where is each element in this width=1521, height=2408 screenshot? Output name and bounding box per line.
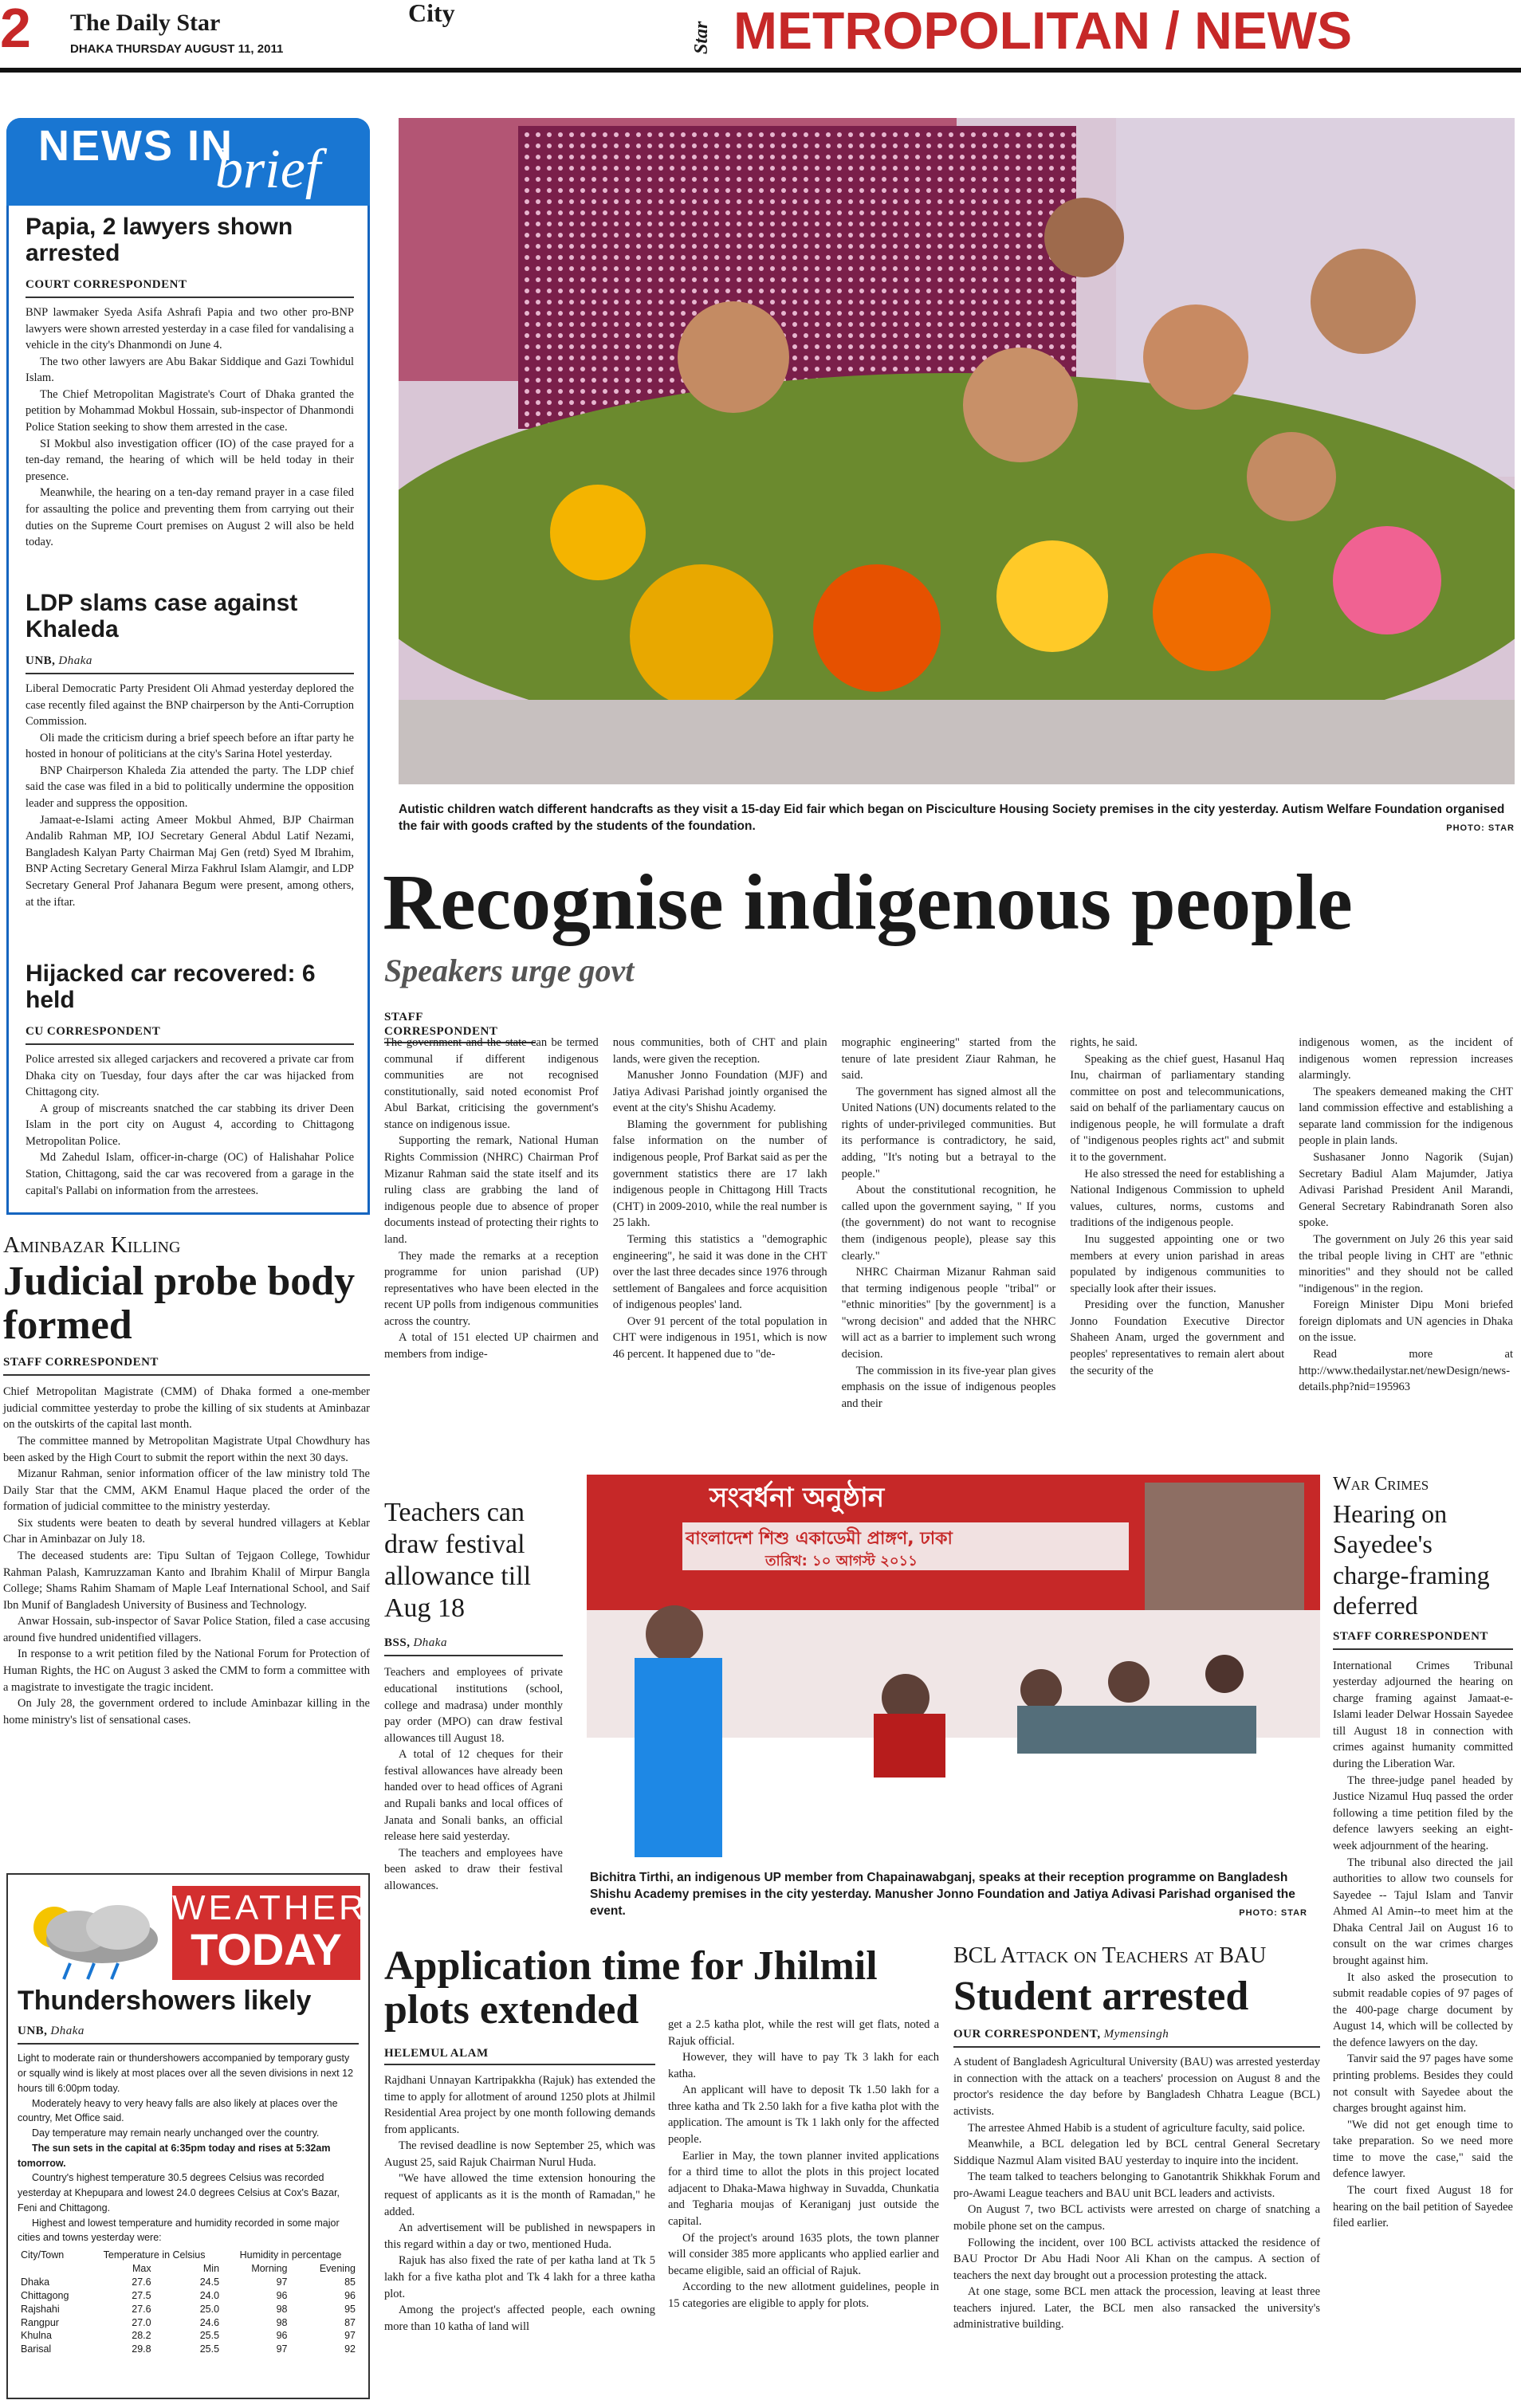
paragraph: The Chief Metropolitan Magistrate's Court of Dhaka granted the petition by Mohammad Mokbul Hossain, sub-inspector of Dhanmondi Police Station seeking to show them arrested in the case. xyxy=(26,387,354,434)
byline xyxy=(384,1636,563,1650)
paragraph: Of the project's around 1635 plots, the town planner will consider 385 more applicants who applied earlier and became eligible, said an official of Rajuk. xyxy=(668,2231,939,2277)
teachers-article xyxy=(384,1497,563,1895)
paragraph: Six students were beaten to death by several hundred villagers at Keblar Char in Aminbazar on July 18. xyxy=(3,1516,370,1546)
paragraph: On July 28, the government ordered to include Aminbazar killing in the home ministry's list of sensational cases. xyxy=(3,1697,370,1726)
table-row xyxy=(18,2289,359,2303)
paragraph: The court fixed August 18 for hearing on the bail petition of Sayedee filed earlier. xyxy=(1333,2184,1513,2230)
paragraph: Tanvir said the 97 pages have some printing problems. Besides they could not consult with Sayedee about the charges brought against him. xyxy=(1333,2052,1513,2115)
paragraph: The three-judge panel headed by Justice Nizamul Huq passed the order following a time petition filed by the defence lawyers seeking an eight-week adjournment of the hearing. xyxy=(1333,1774,1513,1852)
paragraph: At one stage, some BCL men attack the procession, leaving at least three teachers injured. Later, the BCL men also ransacked the university's administrative building. xyxy=(953,2285,1320,2331)
paragraph: Read more at http://www.thedailystar.net/newDesign/news-details.php?nid=195963 xyxy=(1299,1347,1513,1394)
table-cell: Rajshahi xyxy=(21,2303,60,2315)
paragraph: Jamaat-e-Islami acting Ameer Mokbul Ahmed, BJP Chairman Andalib Rahman MP, IOJ Secretary General Abdul Latif Nezami, Bangladesh Kalyan Party Chairman Maj Gen (retd) Syed M Ibrahim, BNP Acting Secretary General Mirza Fakhrul Islam Alamgir, and LDP Secretary General Prof Jahanara Begum were present, among others, at the iftar. xyxy=(26,813,354,909)
photo-credit: PHOTO: STAR xyxy=(1446,823,1515,833)
paragraph: In response to a writ petition filed by the National Forum for Protection of Human Rights, the HC on August 3 asked the CMM to form a committee with a magistrate to investigate the tragic incident. xyxy=(3,1648,370,1694)
brief-headline: LDP slams case against Khaleda xyxy=(26,590,298,642)
byline xyxy=(18,2024,359,2038)
paragraph: The commission in its five-year plan gives emphasis on the issue of indigenous peoples and their xyxy=(841,1364,1056,1410)
paragraph: Anwar Hossain, sub-inspector of Savar Police Station, filed a case accusing around five hundred unidentified villagers. xyxy=(3,1615,370,1644)
paragraph: Mizanur Rahman, senior information officer of the law ministry told The Daily Star that the CMM, AKM Enamul Haque placed the order of the formation of judicial committee to the ministry yesterday. xyxy=(3,1467,370,1514)
table-row xyxy=(18,2329,359,2343)
headline: Teachers can draw festival allowance till Aug 18 xyxy=(384,1498,532,1624)
table-cell: 96 xyxy=(344,2289,356,2301)
table-cell: 25.5 xyxy=(199,2343,220,2355)
byline-location: Dhaka xyxy=(413,1636,447,1650)
paragraph: According to the new allotment guidelines, people in 15 categories are eligible to apply for plots. xyxy=(668,2280,939,2310)
brief-headline: Papia, 2 lawyers shown arrested xyxy=(26,214,293,266)
paragraph: Chief Metropolitan Magistrate (CMM) of Dhaka formed a one-member judicial committee yesterday to probe the killing of six students at Aminbazar on the outskirts of the capital last month. xyxy=(3,1385,370,1432)
paragraph: Country's highest temperature 30.5 degrees Celsius was recorded yesterday at Khepupara and lowest 24.0 degrees Celsius at Cox's Bazar, Feni and Chittagong. xyxy=(18,2172,340,2214)
headline: Thundershowers likely xyxy=(18,1986,312,2016)
paragraph: Meanwhile, a BCL delegation led by BCL central General Secretary Siddique Nazmul Alam visited BAU yesterday to inquire into the incident. xyxy=(953,2138,1320,2167)
table-cell: 24.0 xyxy=(199,2289,220,2301)
paragraph: The speakers demeaned making the CHT land commission effective and establishing a separate land commission for the indigenous people in plain lands. xyxy=(1299,1085,1513,1148)
brief-headline: Hijacked car recovered: 6 held xyxy=(26,960,316,1013)
byline: COURT CORRESPONDENT xyxy=(26,278,187,291)
paragraph: A total of 12 cheques for their festival allowances have already been handed over to head offices of Agrani and Rupali banks and local offices of Janata and Sonali banks, an official release here said yesterday. xyxy=(384,1748,563,1844)
paragraph: Inu suggested appointing one or two members at every union parishad in areas populated by indigenous communities to specially look after their issues. xyxy=(1070,1232,1285,1295)
paper-logo: The Daily Star xyxy=(70,10,221,36)
divider xyxy=(26,297,354,298)
top-photo-caption: Autistic children watch different handcrafts as they visit a 15-day Eid fair which began on Pisciculture Housing Society premises in the city yesterday. Autism Welfare Foundation organised the fair with goods crafted by the students of the foundation. xyxy=(399,803,1505,833)
paragraph: Meanwhile, the hearing on a ten-day remand prayer in a case filed for assaulting the police and preventing them from carrying out their duties on the Supreme Court premises on August 2 will also be held today. xyxy=(26,486,354,549)
byline xyxy=(26,654,354,668)
paragraph: Liberal Democratic Party President Oli Ahmad yesterday deplored the case recently filed against the BNP chairperson by the Anti-Corruption Commission. xyxy=(26,682,354,729)
paragraph: However, they will have to pay Tk 3 lakh for each katha. xyxy=(668,2051,939,2080)
paragraph: Foreign Minister Dipu Moni briefed foreign diplomats and UN agencies in Dhaka on the issue. xyxy=(1299,1298,1513,1345)
paragraph: BNP lawmaker Syeda Asifa Ashrafi Papia and two other pro-BNP lawyers were shown arrested yesterday in a case filed for vandalising a vehicle in the city's Dhanmondi on June 4. xyxy=(26,306,354,352)
table-cell: Rangpur xyxy=(21,2316,59,2328)
byline: HELEMUL ALAM xyxy=(384,2047,489,2060)
divider xyxy=(18,2043,359,2045)
byline-text: STAFF CORRESPONDENT xyxy=(384,1011,498,1038)
table-cell: 25.0 xyxy=(199,2303,220,2315)
indigenous-column-2 xyxy=(613,1035,827,1489)
paragraph: It also asked the prosecution to submit readable copies of 97 pages of the 400-page charge document by August 14, which will be collected by the defence lawyers on the day. xyxy=(1333,1970,1513,2049)
banner-bangla-date: তারিখ: ১০ আগস্ট ২০১১ xyxy=(765,1553,918,1569)
table-row xyxy=(18,2343,359,2356)
paragraph: The teachers and employees have been asked to draw their festival allowances. xyxy=(384,1846,563,1892)
divider xyxy=(953,2046,1320,2048)
article-body xyxy=(3,1384,370,1728)
col-temp-header: Temperature in Celsius xyxy=(103,2249,206,2261)
table-cell: 97 xyxy=(344,2330,356,2342)
headline: Hearing on Sayedee's charge-framing deferred xyxy=(1333,1499,1490,1620)
col-city-header: City/Town xyxy=(21,2249,65,2261)
sayedee-article xyxy=(1333,1475,1513,2232)
byline-agency: OUR CORRESPONDENT, xyxy=(953,2028,1101,2041)
brief-header-brief: brief xyxy=(215,139,321,200)
jhilmil-col-1 xyxy=(384,2072,655,2335)
byline: STAFF CORRESPONDENT xyxy=(3,1356,159,1369)
table-cell: 92 xyxy=(344,2343,356,2355)
weather-body xyxy=(18,2051,359,2245)
subheader-min: Min xyxy=(202,2263,220,2275)
section-title: METROPOLITAN / NEWS xyxy=(733,1,1353,60)
paragraph: "We have allowed the time extension honouring the request of applicants as it is the month of Ramadan," he added. xyxy=(384,2172,655,2218)
table-cell: 98 xyxy=(276,2303,288,2315)
table-cell: 97 xyxy=(276,2276,288,2288)
paragraph: Following the incident, over 100 BCL activists attacked the residence of BAU Proctor Dr Abu Hadi Noor Ali Khan on the campus. A section of teachers the next day brought out a procession protesting the attack. xyxy=(953,2236,1320,2282)
byline-location: Dhaka xyxy=(50,2025,84,2038)
date-line: DHAKA THURSDAY AUGUST 11, 2011 xyxy=(70,42,284,56)
headline: Judicial probe body formed xyxy=(3,1259,356,1348)
paragraph: Light to moderate rain or thundershowers accompanied by temporary gusty or squally wind is likely at most places over all the seven divisions in next 12 hours till 6:00pm today. xyxy=(18,2052,354,2094)
paragraph: Police arrested six alleged carjackers and recovered a private car from Dhaka city on Tuesday, four days after the car was hijacked from Chittagong city. xyxy=(26,1053,354,1099)
paragraph: SI Mokbul also investigation officer (IO) of the case prayed for a ten-day remand, the hearing of which will be held today in their presence. xyxy=(26,437,354,483)
table-cell: Dhaka xyxy=(21,2276,50,2288)
divider xyxy=(384,2064,655,2065)
banner-bangla-venue: বাংলাদেশ শিশু একাডেমী প্রাঙ্গণ, ঢাকা xyxy=(686,1529,953,1549)
subheader-evening: Evening xyxy=(319,2263,356,2275)
brief-item-3 xyxy=(26,960,354,1199)
paragraph: The committee manned by Metropolitan Magistrate Utpal Chowdhury has been asked by the High Court to submit the report within the next 30 days. xyxy=(3,1434,370,1464)
article-body xyxy=(384,1664,563,1894)
byline-agency: UNB, xyxy=(18,2025,48,2038)
paragraph: Supporting the remark, National Human Rights Commission (NHRC) Chairman Prof Mizanur Rahman said the state itself and its ruling class are grabbing the land of indigenous people due to absence of proper documents instead of protecting their rights to land. xyxy=(384,1134,599,1246)
paragraph: Rajuk has also fixed the rate of per katha land at Tk 5 lakh for a five katha plot and Tk 4 lakh for a three katha plot. xyxy=(384,2254,655,2300)
paragraph: Terming this statistics a "demographic engineering", he said it was done in the CHT over the last three decades since 1976 through settlement of Bangalees and force acquisition of indigenous peoples' land. xyxy=(612,1232,827,1312)
paragraph: The government on July 26 this year said the tribal people living in CHT are "ethnic minorities" and they should not be called "indigenous" in the region. xyxy=(1299,1232,1513,1295)
table-cell: 96 xyxy=(276,2330,288,2342)
paragraph: Sushasaner Jonno Nagorik (Sujan) Secretary Badiul Alam Majumder, Jatiya Adivasi Parishad President Anil Marandi, General Secretary Rabindranath Soren also spoke. xyxy=(1299,1151,1513,1230)
weather-table xyxy=(18,2249,359,2356)
kicker: BCL Attack on Teachers at BAU xyxy=(953,1943,1267,1968)
paragraph: An applicant will have to deposit Tk 1.50 lakh for a three katha and Tk 2.50 lakh for a five katha plot with the application. The amount is Tk 1 lakh only for the affected people. xyxy=(668,2084,939,2147)
kicker: Aminbazar Killing xyxy=(3,1232,181,1258)
divider xyxy=(384,1655,563,1656)
weather-banner-bottom: TODAY xyxy=(191,1924,342,1974)
article-body xyxy=(1333,1658,1513,2232)
photo-credit: PHOTO: STAR xyxy=(1239,1908,1307,1918)
col-humidity-header: Humidity in percentage xyxy=(239,2249,342,2261)
jhilmil-col-2 xyxy=(668,2017,939,2312)
weather-banner-top: WEATHER xyxy=(172,1888,367,1927)
table-cell: 27.0 xyxy=(132,2316,151,2328)
indigenous-column-4 xyxy=(1070,1035,1284,1489)
paragraph: mographic engineering" started from the tenure of late president Ziaur Rahman, he said. xyxy=(841,1036,1056,1082)
banner-bangla-title: সংবর্ধনা অনুষ্ঠান xyxy=(709,1482,885,1514)
subheader-max: Max xyxy=(132,2263,151,2275)
divider xyxy=(26,1043,354,1045)
paragraph: A group of miscreants snatched the car stabbing its driver Deen Islam in the port city on August 4, according to Chittagong Metropolitan Police. xyxy=(26,1102,354,1148)
byline-location: Mymensingh xyxy=(1103,2028,1169,2041)
paragraph: "We did not get enough time to take preparation. So we need more time to move the case," said the defence lawyer. xyxy=(1333,2118,1513,2181)
bcl-article xyxy=(953,1945,1320,2333)
main-headline: Recognise indigenous people xyxy=(383,858,1353,946)
paragraph: A student of Bangladesh Agricultural University (BAU) was arrested yesterday in connection with the attack on a teachers' procession on August 8 and the proctor's residence the day before by Bangladesh Chhatra League (BCL) activists. xyxy=(953,2056,1320,2118)
table-cell: 27.5 xyxy=(132,2289,151,2301)
paragraph: Moderately heavy to very heavy falls are also likely at places over the country, Met Office said. xyxy=(18,2097,338,2124)
paragraph: They made the remarks at a reception programme for union parishad (UP) representatives who have been elected in the recent UP polls from indigenous communities across the country. xyxy=(384,1249,599,1328)
byline: STAFF CORRESPONDENT xyxy=(1333,1629,1488,1643)
table-cell: 27.6 xyxy=(132,2303,151,2315)
indigenous-column-5 xyxy=(1299,1035,1513,1489)
paragraph: Speaking as the chief guest, Hasanul Haq Inu, chairman of parliamentary standing committee on post and telecommunications, said on behalf of the parliamentary caucus on indigenous people, he will formulate a draft of "indigenous peoples rights act" and submit it to the government. xyxy=(1070,1052,1285,1165)
article-body xyxy=(26,304,354,551)
paragraph: The government and the state can be termed communal if different indigenous communities are not recognised constitutionally, said noted economist Prof Abul Barkat, criticising the government's stance on indigenous issue. xyxy=(384,1036,599,1131)
divider xyxy=(26,673,354,674)
paragraph: The team talked to teachers belonging to Ganotantrik Shikkhak Forum and pro-Awami League teachers and BAU unit BCL leaders and activists. xyxy=(953,2170,1320,2200)
paragraph: Over 91 percent of the total population in CHT were indigenous in 1951, which is now 46 percent. It happened due to "de- xyxy=(612,1314,827,1361)
paragraph: About the constitutional recognition, he called upon the government saying, " If you (the government) do not want to recognise them (indigenous people), please say this clearly." xyxy=(841,1184,1056,1263)
paragraph: The deceased students are: Tipu Sultan of Tejgaon College, Towhidur Rahman Palash, Kamruzzaman Kanto and Ibrahim Khalil of Mirpur Bangla College; Shams Rahim Shamam of Maple Leaf International School, and Saif Ibn Munif of Bangladesh University of Business and Technology. xyxy=(3,1549,370,1612)
indigenous-column-1 xyxy=(384,1035,599,1489)
paragraph: The government has signed almost all the United Nations (UN) documents related to the rights of under-privileged communities. But its performance is contradictory, he said, adding, "It's noting but a betrayal to the people." xyxy=(841,1085,1056,1180)
byline-agency: BSS, xyxy=(384,1636,411,1650)
paragraph: Blaming the government for publishing false information on the number of indigenous people, Prof Barkat said as per the government statistics there are 17 lakh indigenous people in Chittagong Hill Tracts (CHT) in 2009-2010, while the real number is 25 lakh. xyxy=(612,1118,827,1230)
table-cell: 97 xyxy=(276,2343,288,2355)
table-row xyxy=(18,2316,359,2330)
table-cell: 27.6 xyxy=(132,2276,151,2288)
mid-photo-caption: Bichitra Tirthi, an indigenous UP member from Chapainawabganj, speaks at their reception programme on Bangladesh Shishu Academy premises in the city yesterday. Manusher Jonno Foundation and Jatiya Adivasi Parishad organised the event. xyxy=(590,1871,1295,1918)
paragraph: Manusher Jonno Foundation (MJF) and Jatiya Adivasi Parishad jointly organised the event at the city's Shishu Academy. xyxy=(612,1069,827,1115)
paragraph: On August 7, two BCL activists were arrested on charge of snatching a mobile phone set on the campus. xyxy=(953,2203,1320,2233)
paragraph: Oli made the criticism during a brief speech before an iftar party he hosted in honour of politicians at the city's Sarina Hotel yesterday. xyxy=(26,731,354,761)
brief-item-1 xyxy=(26,214,354,551)
table-cell: 24.6 xyxy=(199,2316,220,2328)
paragraph: indigenous women, as the incident of indigenous women repression increases alarmingly. xyxy=(1299,1036,1513,1082)
paragraph: International Crimes Tribunal yesterday adjourned the hearing on charge framing against Jamaat-e-Islami leader Delwar Hossain Sayedee till August 18 in connection with crimes against humanity committed during the Liberation War. xyxy=(1333,1659,1513,1771)
paragraph: nous communities, both of CHT and plain lands, were given the reception. xyxy=(612,1036,827,1066)
paragraph: The tribunal also directed the jail authorities to allow two counsels for Sayedee -- Tajul Islam and Tanvir Ahmed Al Amin--to meet him at the Dhaka Central Jail on August 16 to consult on the war crimes charges brought against him. xyxy=(1333,1856,1513,1967)
main-subheadline: Speakers urge govt xyxy=(384,953,635,988)
brief-item-2 xyxy=(26,590,354,910)
page-number: 2 xyxy=(0,0,31,59)
paragraph: get a 2.5 katha plot, while the rest will get flats, noted a Rajuk official. xyxy=(668,2018,939,2048)
table-cell: 24.5 xyxy=(199,2276,220,2288)
byline: CU CORRESPONDENT xyxy=(26,1025,161,1038)
article-body xyxy=(953,2054,1320,2333)
masthead-rule xyxy=(0,68,1521,73)
photo-autistic-children-eid-fair xyxy=(399,118,1515,784)
table-cell: Barisal xyxy=(21,2343,52,2355)
paragraph: Highest and lowest temperature and humidity recorded in some major cities and towns yesterday were: xyxy=(18,2217,340,2244)
table-cell: 29.8 xyxy=(132,2343,151,2355)
paragraph: He also stressed the need for establishing a National Indigenous Commission to upheld values, cultures, norms, customs and traditions of the indigenous people. xyxy=(1070,1167,1285,1230)
paragraph: The two other lawyers are Abu Bakar Siddique and Gazi Towhidul Islam. xyxy=(26,355,354,385)
paragraph: Presiding over the function, Manusher Jonno Foundation Executive Director Shaheen Anam, urged the government and peoples' representatives to remain alert about the security of the xyxy=(1070,1298,1285,1377)
paragraph: Md Zahedul Islam, officer-in-charge (OC) of Halishahar Police Station, Chittagong, said the car was recovered from a garage in the capital's Pallabi on information from the arrestees. xyxy=(26,1151,354,1197)
table-cell: 95 xyxy=(344,2303,356,2315)
paragraph: A total of 151 elected UP chairmen and members from indige- xyxy=(384,1331,599,1361)
table-row xyxy=(18,2303,359,2316)
divider xyxy=(1333,1648,1513,1650)
weather-icon xyxy=(22,1895,166,1987)
judicial-article xyxy=(3,1234,370,1728)
byline-location: Dhaka xyxy=(58,654,92,667)
table-cell: 28.2 xyxy=(132,2330,151,2342)
table-cell: 98 xyxy=(276,2316,288,2328)
article-body xyxy=(26,1051,354,1199)
top-photo xyxy=(399,118,1515,784)
paragraph: Rajdhani Unnayan Kartripakkha (Rajuk) has extended the time to apply for allotment of around 1250 plots at Jhilmil Residential Area project by one month following demands from applicants. xyxy=(384,2074,655,2136)
byline-agency: UNB, xyxy=(26,654,56,667)
paragraph: Day temperature may remain nearly unchanged over the country. xyxy=(32,2127,320,2139)
star-mark: Star xyxy=(691,21,712,54)
kicker: War Crimes xyxy=(1333,1474,1429,1495)
table-cell: 25.5 xyxy=(199,2330,220,2342)
paragraph: Earlier in May, the town planner invited applications for a third time to allot the plots in this project located adjacent to Dhaka-Mawa highway in Suvadda, Chunkatia and Tegharia moujas of Keraniganj just outside the capital. xyxy=(668,2149,939,2228)
headline: Student arrested xyxy=(953,1974,1249,2019)
paragraph: NHRC Chairman Mizanur Rahman said that terming indigenous people "tribal" or "ethnic minorities" [by the government] is a "wrong decision" and added that the NHRC will act as a barrier to implement such wrong decision. xyxy=(841,1266,1056,1361)
byline xyxy=(953,2027,1320,2041)
section-label: City xyxy=(408,0,455,27)
table-row xyxy=(18,2276,359,2289)
table-cell: 96 xyxy=(276,2289,288,2301)
paragraph: Teachers and employees of private educational institutions (school, college and madrasa) under monthly pay order (MPO) can draw festival allowances till August 18. xyxy=(384,1666,563,1745)
paragraph: The sun sets in the capital at 6:35pm today and rises at 5:32am tomorrow. xyxy=(18,2142,331,2169)
table-cell: 87 xyxy=(344,2316,356,2328)
brief-header-news: NEWS IN xyxy=(38,122,234,170)
paragraph: The arrestee Ahmed Habib is a student of agriculture faculty, said police. xyxy=(968,2121,1306,2135)
indigenous-article-body xyxy=(384,1035,1513,1489)
table-cell: Khulna xyxy=(21,2330,52,2342)
subheader-morning: Morning xyxy=(251,2263,288,2275)
paragraph: BNP Chairperson Khaleda Zia attended the party. The LDP chief said the case was filed in a bid to politically undermine the opposition leader and suppress the opposition. xyxy=(26,764,354,811)
headline: Application time for Jhilmil plots extended xyxy=(384,1943,878,2033)
table-cell: Chittagong xyxy=(21,2289,69,2301)
paragraph: An advertisement will be published in newspapers in this regard within a day or two, mentioned Huda. xyxy=(384,2221,655,2251)
weather-article xyxy=(18,1986,359,2356)
paragraph: rights, he said. xyxy=(1070,1036,1138,1049)
indigenous-column-3 xyxy=(842,1035,1056,1489)
table-cell: 85 xyxy=(344,2276,356,2288)
paragraph: The revised deadline is now September 25, which was August 25, said Rajuk Chairman Nurul Huda. xyxy=(384,2139,655,2169)
paragraph: Among the project's affected people, each owning more than 10 katha of land will xyxy=(384,2304,655,2333)
article-body xyxy=(26,681,354,910)
divider xyxy=(3,1374,370,1376)
